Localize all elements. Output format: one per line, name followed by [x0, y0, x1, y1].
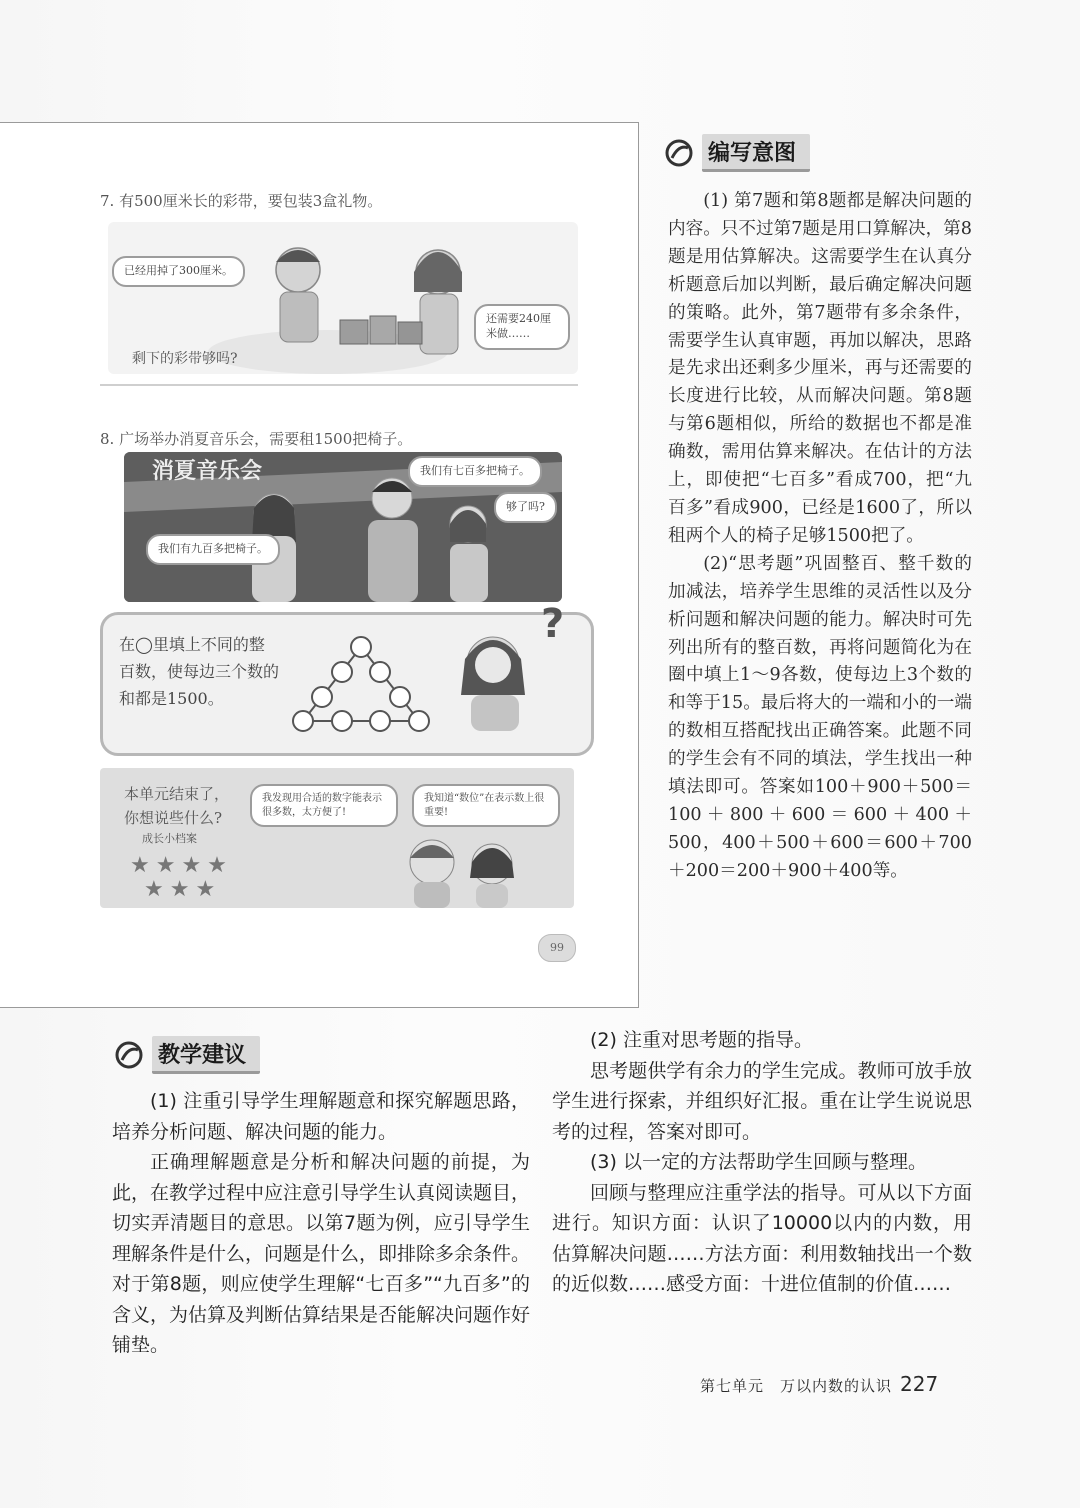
- review-title: [124, 782, 229, 848]
- children-drawing: [390, 818, 540, 908]
- q8-bubble-girl: 够了吗?: [494, 492, 557, 523]
- svg-text:?: ?: [541, 601, 565, 647]
- textbook-page-number: 99: [538, 934, 576, 962]
- advice-section-title: 教学建议: [152, 1036, 260, 1074]
- advice-right-paragraph-2: 思考题供学有余力的学生完成。教师可放手放学生进行探索，并组织好汇报。重在让学生说说思考的过程，答案对即可。: [552, 1059, 972, 1143]
- review-title-line1: 本单元结束了，: [124, 785, 230, 803]
- review-bubble-1: 我发现用合适的数字能表示很多数，太方便了!: [250, 784, 398, 827]
- q8-banner: 消夏音乐会: [152, 459, 263, 484]
- page-footer: [700, 1372, 938, 1396]
- unit-review-box: [100, 768, 574, 908]
- think-question-box: [100, 601, 594, 756]
- stars-row-2: ★★★: [144, 877, 222, 902]
- advice-left-column: [112, 1086, 530, 1361]
- advice-right-paragraph-3: 回顾与整理应注重学法的指导。可从以下方面进行。知识方面：认识了10000以内的内数，用估算解决问题……方法方面：利用数轴找出一个数的近似数……感受方面：十进位值制的价值……: [552, 1181, 972, 1295]
- question-divider: [100, 384, 578, 386]
- intent-paragraph-1: (1) 第7题和第8题都是解决问题的内容。只不过第7题是用口算解决，第8题是用估算解决。这需要学生在认真分析题意后加以判断，最后确定解决问题的策略。此外，第7题带有多余条件，需要学生认真审题，再加以解决，思路是先求出还剩多少厘米，再与还需要的长度进行比较，从而解决问题。第8题与第6题相似，所给的数据也不都是准确数，需用估算来解决。在估计的方法上，即使把“七百多”看成700，把“九百多”看成900，已经是1600了，所以租两个人的椅子足够1500把了。: [668, 191, 972, 546]
- section-emblem-icon: [114, 1040, 144, 1070]
- advice-section-header: [114, 1036, 260, 1074]
- q8-bubble-woman: 我们有九百多把椅子。: [146, 534, 280, 565]
- advice-left-paragraph-2: 正确理解题意是分析和解决问题的前提，为此，在教学过程中应注意引导学生认真阅读题目，切实弄清题目的意思。以第7题为例，应引导学生理解条件是什么，问题是什么，即排除多余条件。对于第8题，则应使学生理解“七百多”“九百多”的含义，为估算及判断估算结果是否能解决问题作好铺垫。: [112, 1151, 531, 1356]
- star-rating: [130, 854, 233, 902]
- section-emblem-icon: [664, 138, 694, 168]
- advice-left-paragraph-1: (1) 注重引导学生理解题意和探究解题思路，培养分析问题、解决问题的能力。: [112, 1090, 530, 1143]
- question-8-title: 8. 广场举办消夏音乐会，需要租1500把椅子。: [100, 430, 413, 448]
- intent-section-title: 编写意图: [702, 134, 810, 172]
- intent-paragraph-2: (2)“思考题”巩固整百、整千数的加减法，培养学生思维的灵活性以及分析问题和解决问题的能力。解决时可先列出所有的整百数，再将问题简化为在圈中填上1～9各数，使每边上3个数的和等于15。最后将大的一端和小的一端的数相互搭配找出正确答案。此题不同的学生会有不同的填法，学生找出一种填法即可。答案如100＋900＋500＝100＋800＋600＝600＋400＋500，400＋500＋600＝600＋700＋200＝200＋900＋400等。: [668, 553, 972, 881]
- question-7-title: 7. 有500厘米长的彩带，要包装3盒礼物。: [100, 192, 383, 210]
- q7-illustration: [108, 222, 578, 374]
- q8-illustration: [124, 452, 562, 602]
- advice-right-heading-2: (2) 注重对思考题的指导。: [590, 1029, 813, 1051]
- review-bubble-2: 我知道“数位”在表示数上很重要!: [412, 784, 560, 827]
- review-subtitle: 成长小档案: [142, 832, 197, 845]
- stars-row-1: ★★★★: [130, 853, 233, 878]
- footer-unit-title: 第七单元 万以内数的认识: [700, 1377, 893, 1395]
- review-title-line2: 你想说些什么?: [124, 809, 223, 827]
- intent-section-header: [664, 134, 810, 172]
- thinking-girl-drawing: [433, 599, 583, 733]
- advice-right-heading-3: (3) 以一定的方法帮助学生回顾与整理。: [590, 1151, 927, 1173]
- intent-text-column: [668, 188, 972, 886]
- footer-page-number: 227: [900, 1372, 939, 1396]
- think-question-text: 在◯里填上不同的整百数，使每边三个数的和都是1500。: [119, 635, 280, 708]
- q7-bubble-boy: 已经用掉了300厘米。: [112, 256, 245, 287]
- q7-question: 剩下的彩带够吗?: [132, 351, 238, 367]
- q7-bubble-girl: 还需要240厘米做……: [474, 304, 570, 350]
- triangle-circles-diagram: [291, 635, 431, 735]
- advice-right-column: [552, 1025, 972, 1300]
- q8-bubble-man: 我们有七百多把椅子。: [408, 456, 542, 487]
